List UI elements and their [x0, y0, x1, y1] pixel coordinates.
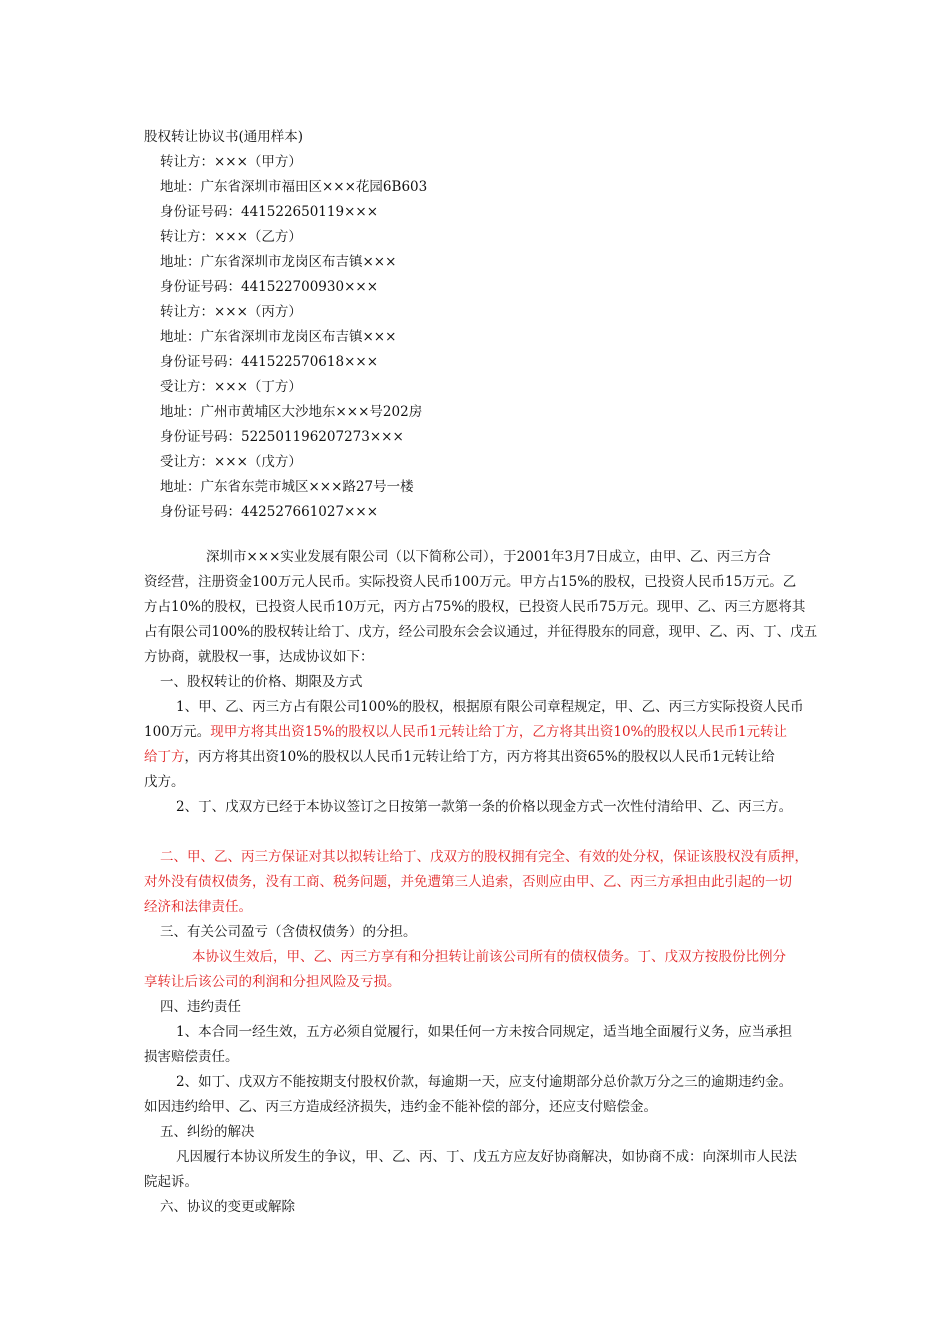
section-3-line: 本协议生效后，甲、乙、丙三方享有和分担转让前该公司所有的债权债务。丁、戊双方按股份比例分 [192, 949, 786, 965]
party-address: 地址：广东省深圳市龙岗区布吉镇××× [160, 329, 397, 345]
clause-line: 如因违约给甲、乙、丙三方造成经济损失，违约金不能补偿的部分，还应支付赔偿金。 [144, 1099, 657, 1115]
section-heading: 六、协议的变更或解除 [160, 1199, 295, 1215]
section-heading: 五、纠纷的解决 [160, 1124, 255, 1140]
party-role: 转让方：×××（丙方） [160, 304, 302, 320]
intro-line: 资经营，注册资金100万元人民币。实际投资人民币100万元。甲方占15%的股权，已投资人民币15万元。乙 [144, 574, 797, 590]
section-2-line: 对外没有债权债务，没有工商、税务问题，并免遭第三人追索，否则应由甲、乙、丙三方承担由此引起的一切 [144, 874, 792, 890]
intro-line: 方占10%的股权，已投资人民币10万元，丙方占75%的股权，已投资人民币75万元。现甲、乙、丙三方愿将其 [144, 599, 806, 615]
clause-line: 1、甲、乙、丙三方占有限公司100%的股权，根据原有限公司章程规定，甲、乙、丙三方实际投资人民币 [176, 699, 804, 715]
party-role: 转让方：×××（甲方） [160, 154, 302, 170]
party-id: 身份证号码：442527661027××× [160, 504, 379, 520]
party-id: 身份证号码：441522700930××× [160, 279, 379, 295]
clause-line: 1、本合同一经生效，五方必须自觉履行，如果任何一方未按合同规定，适当地全面履行义务，应当承担 [176, 1024, 793, 1040]
party-address: 地址：广东省东莞市城区×××路27号一楼 [160, 479, 414, 495]
party-address: 地址：广东省深圳市福田区×××花园6B603 [160, 179, 428, 195]
clause-line: 2、如丁、戊双方不能按期支付股权价款，每逾期一天，应支付逾期部分总价款万分之三的逾期违约金。 [176, 1074, 793, 1090]
section-heading: 四、违约责任 [160, 999, 241, 1015]
section-heading: 一、股权转让的价格、期限及方式 [160, 674, 363, 690]
highlighted-clause-text: 给丁方 [144, 749, 185, 765]
party-id: 身份证号码：441522650119××× [160, 204, 379, 220]
section-2-line: 经济和法律责任。 [144, 899, 252, 915]
intro-line: 深圳市×××实业发展有限公司（以下简称公司），于2001年3月7日成立，由甲、乙、丙三方合 [206, 549, 771, 565]
clause-text: ，丙方将其出资10%的股权以人民币1元转让给丁方，丙方将其出资65%的股权以人民币1元转让给 [184, 749, 775, 765]
clause-line: 2、丁、戊双方已经于本协议签订之日按第一款第一条的价格以现金方式一次性付清给甲、乙、丙三方。 [176, 799, 793, 815]
party-role: 受让方：×××（戊方） [160, 454, 302, 470]
intro-line: 占有限公司100%的股权转让给丁、戊方，经公司股东会会议通过，并征得股东的同意，现甲、乙、丙、丁、戊五 [144, 624, 818, 640]
section-2-line: 二、甲、乙、丙三方保证对其以拟转让给丁、戊双方的股权拥有完全、有效的处分权，保证该股权没有质押， [160, 849, 808, 865]
clause-line: 院起诉。 [144, 1174, 198, 1190]
clause-line: 凡因履行本协议所发生的争议，甲、乙、丙、丁、戊五方应友好协商解决，如协商不成：向深圳市人民法 [176, 1149, 797, 1165]
clause-line: 戊方。 [144, 774, 185, 790]
document-title: 股权转让协议书(通用样本) [144, 129, 304, 145]
clause-text: 100万元。 [144, 724, 211, 740]
clause-line: 损害赔偿责任。 [144, 1049, 239, 1065]
clause-line [144, 747, 775, 767]
section-heading: 三、有关公司盈亏（含债权债务）的分担。 [160, 924, 417, 940]
party-address: 地址：广东省深圳市龙岗区布吉镇××× [160, 254, 397, 270]
section-3-line: 享转让后该公司的利润和分担风险及亏损。 [144, 974, 401, 990]
clause-line [144, 722, 787, 742]
party-id: 身份证号码：441522570618××× [160, 354, 379, 370]
party-role: 转让方：×××（乙方） [160, 229, 302, 245]
party-address: 地址：广州市黄埔区大沙地东×××号202房 [160, 404, 423, 420]
party-id: 身份证号码：522501196207273××× [160, 429, 404, 445]
intro-line: 方协商，就股权一事，达成协议如下： [144, 649, 374, 665]
highlighted-clause-text: 现甲方将其出资15%的股权以人民币1元转让给丁方，乙方将其出资10%的股权以人民币1元转让 [210, 724, 787, 740]
party-role: 受让方：×××（丁方） [160, 379, 302, 395]
